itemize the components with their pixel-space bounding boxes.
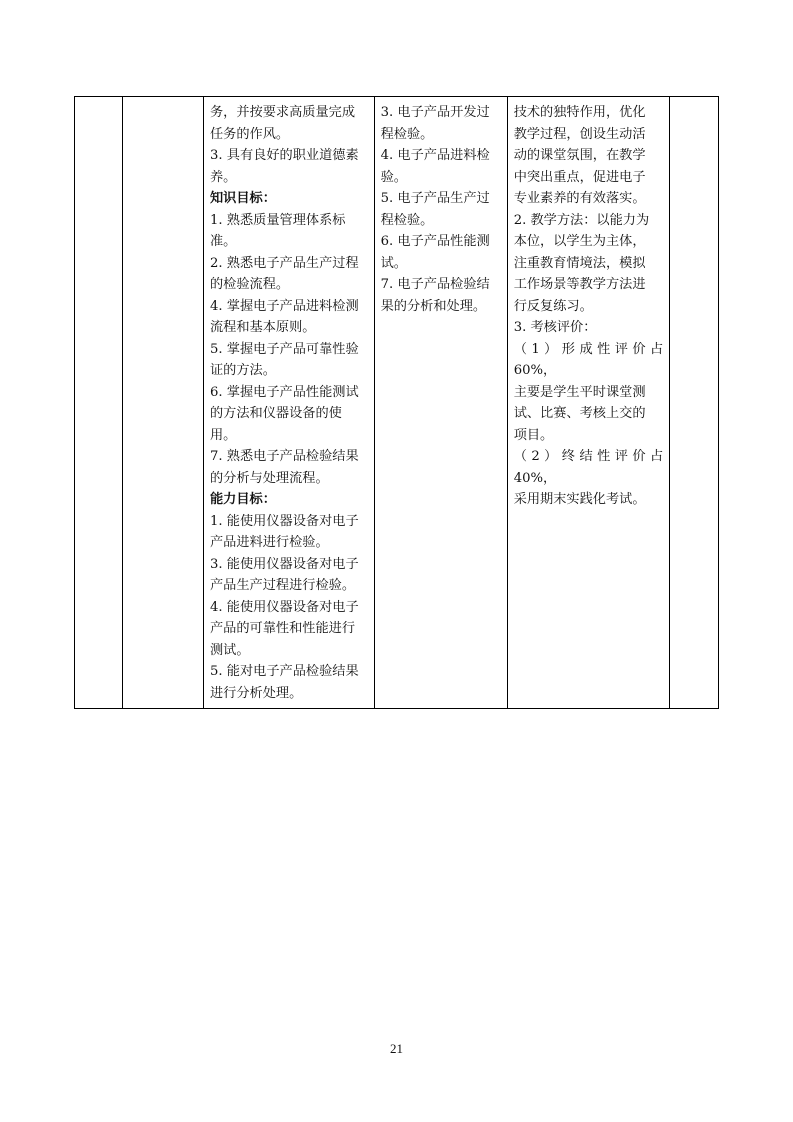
- objective-line: 1. 熟悉质量管理体系标: [209, 212, 346, 228]
- requirement-line: 本位，以学生为主体，: [513, 234, 646, 249]
- cell-index: [75, 97, 123, 709]
- content-line: 3. 电子产品开发过: [380, 105, 490, 120]
- content-line: 程检验。: [380, 126, 434, 142]
- requirement-line: 中突出重点，促进电子: [513, 169, 646, 185]
- course-table: [74, 96, 719, 709]
- objective-line: 测试。: [209, 642, 250, 658]
- objective-line: 知识目标：: [209, 191, 276, 206]
- requirement-line: 试、比赛、考核上交的: [513, 406, 646, 421]
- objective-line: 能力目标：: [209, 492, 276, 507]
- objective-line: 产品进料进行检验。: [209, 535, 329, 550]
- requirement-line: （2）终结性评价占 40%，: [513, 449, 668, 486]
- objective-line: 进行分析处理。: [209, 685, 303, 701]
- requirement-line: 2. 教学方法：以能力为: [513, 212, 650, 228]
- objective-line: 的检验流程。: [209, 277, 290, 292]
- requirement-line: 项目。: [513, 427, 554, 443]
- content-line: 5. 电子产品生产过: [380, 191, 490, 206]
- cell-course-name: [122, 97, 203, 709]
- requirement-line: （1）形成性评价占 60%，: [513, 341, 668, 378]
- requirement-line: 3. 考核评价：: [513, 320, 597, 335]
- objective-line: 3. 具有良好的职业道德素: [209, 148, 359, 163]
- objective-line: 2. 熟悉电子产品生产过程: [209, 255, 359, 271]
- content-line: 6. 电子产品性能测: [380, 234, 490, 249]
- requirement-line: 注重教育情境法，模拟: [513, 255, 646, 271]
- objective-line: 6. 掌握电子产品性能测试: [209, 384, 359, 400]
- content-line: 验。: [380, 169, 407, 185]
- objective-line: 1. 能使用仪器设备对电子: [209, 513, 359, 529]
- objective-line: 流程和基本原则。: [209, 320, 316, 335]
- objective-line: 任务的作风。: [209, 126, 290, 142]
- page-number: 21: [390, 1041, 403, 1056]
- table-row: [75, 97, 719, 709]
- content-line: 程检验。: [380, 212, 434, 228]
- requirement-line: 教学过程，创设生动活: [513, 126, 646, 142]
- cell-objectives: [203, 97, 374, 709]
- requirement-line: 专业素养的有效落实。: [513, 191, 646, 206]
- cell-content: [374, 97, 507, 709]
- objective-line: 3. 能使用仪器设备对电子: [209, 556, 359, 572]
- objective-line: 7. 熟悉电子产品检验结果: [209, 449, 359, 464]
- content-line: 4. 电子产品进料检: [380, 148, 490, 163]
- content-line: 试。: [380, 255, 407, 271]
- requirement-line: 技术的独特作用，优化: [513, 105, 646, 120]
- content-line: 果的分析和处理。: [380, 298, 487, 314]
- objective-line: 的分析与处理流程。: [209, 470, 329, 486]
- content-line: 7. 电子产品检验结: [380, 277, 490, 292]
- objective-line: 5. 能对电子产品检验结果: [209, 664, 359, 679]
- objective-line: 5. 掌握电子产品可靠性验: [209, 341, 359, 357]
- requirement-line: 动的课堂氛围，在教学: [513, 148, 646, 163]
- requirement-line: 采用期末实践化考试。: [513, 492, 646, 507]
- objective-line: 准。: [209, 234, 237, 249]
- objective-line: 务，并按要求高质量完成: [209, 105, 356, 120]
- objective-line: 4. 能使用仪器设备对电子: [209, 599, 359, 615]
- objective-line: 4. 掌握电子产品进料检测: [209, 298, 359, 314]
- requirement-line: 主要是学生平时课堂测: [513, 384, 646, 400]
- cell-hours: [670, 97, 719, 709]
- objective-line: 产品的可靠性和性能进行: [209, 621, 356, 636]
- objective-line: 养。: [209, 169, 237, 185]
- requirement-line: 工作场景等教学方法进: [513, 277, 646, 292]
- objective-line: 证的方法。: [209, 363, 276, 378]
- requirement-line: 行反复练习。: [513, 298, 593, 314]
- objective-line: 的方法和仪器设备的使: [209, 406, 342, 421]
- cell-requirements: [507, 97, 670, 709]
- objective-line: 产品生产过程进行检验。: [209, 578, 356, 593]
- objective-line: 用。: [209, 427, 237, 443]
